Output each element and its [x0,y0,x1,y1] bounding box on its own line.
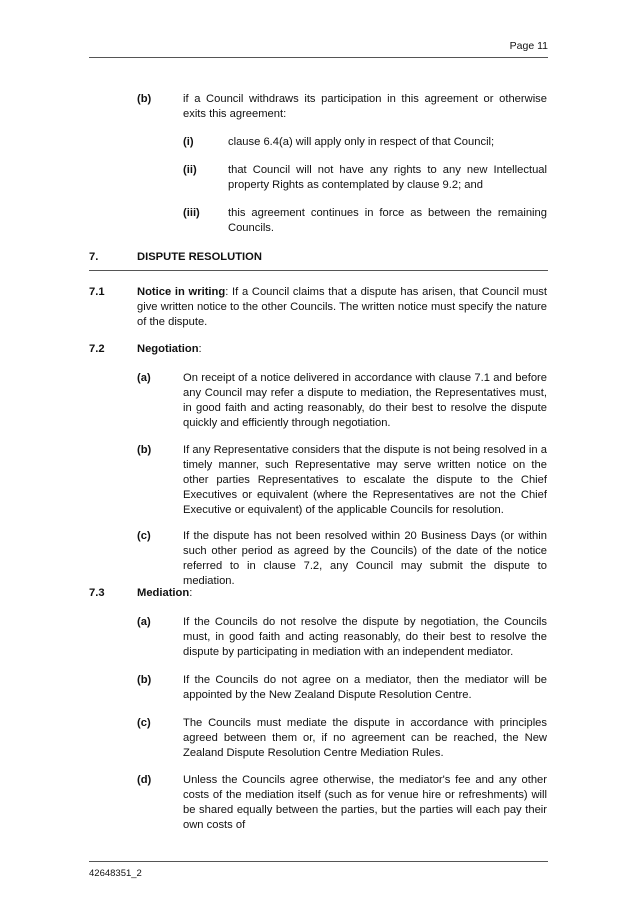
item-text: If the Councils do not agree on a mediator, then the mediator will be appointed by the New Zealand Dispute Resolution Centre. [183,674,547,701]
section-rule [89,270,548,271]
item-text: If the Councils do not resolve the dispute by negotiation, the Councils must, in good faith and acting reasonably, do their best to resolve the dispute by participating in mediation with an independent mediator. [183,616,547,658]
item-label: (d) [137,774,152,786]
clause-body: : If a Council claims that a dispute has arisen, that Council must give written notice to the other Councils. The written notice must specify the nature of the dispute. [137,286,548,328]
document-id: 42648351_2 [89,868,142,879]
clause-heading: Negotiation [137,343,199,355]
subclause-label: (ii) [183,164,197,176]
clause-number: 7.1 [89,286,105,298]
clause-label: (b) [137,93,152,105]
clause-heading: Mediation [137,587,190,599]
item-label: (a) [137,616,151,628]
clause-text: if a Council withdraws its participation in this agreement or otherwise exits this agreement: [183,93,547,120]
subclause-label: (i) [183,136,194,148]
item-label: (b) [137,444,152,456]
clause-number: 7.2 [89,343,105,355]
footer-rule [89,861,548,862]
item-label: (c) [137,717,151,729]
item-text: The Councils must mediate the dispute in accordance with principles agreed between them or, if no agreement can be reached, the New Zealand Dispute Resolution Centre Mediation Rules. [183,717,547,759]
section-title: DISPUTE RESOLUTION [137,251,262,263]
item-text: If any Representative considers that the dispute is not being resolved in a timely manner, such Representative may serve written notice on the other parties Representatives to escalate the dispute to the Chief Executives or equivalent (where the Representatives are not the Chief Executive or equivalent) of the applicable Councils for resolution. [183,444,547,516]
header-rule [89,57,548,58]
subclause-text: clause 6.4(a) will apply only in respect of that Council; [228,136,495,148]
subclause-text: that Council will not have any rights to any new Intellectual property Rights as contemplated by clause 9.2; and [228,164,547,191]
section-number: 7. [89,251,99,263]
clause-heading-line [137,342,202,357]
clause-7-1-text [137,285,547,330]
clause-heading-line [137,586,192,601]
item-label: (c) [137,530,151,542]
item-label: (b) [137,674,152,686]
subclause-text: this agreement continues in force as between the remaining Councils. [228,207,547,234]
item-text: If the dispute has not been resolved within 20 Business Days (or within such other period as agreed by the Councils) of the date of the notice referred to in clause 7.2, any Council may submit the dispute to mediation. [183,530,547,587]
page-number: Page 11 [509,40,548,52]
item-label: (a) [137,372,151,384]
item-text: On receipt of a notice delivered in accordance with clause 7.1 and before any Council may refer a dispute to mediation, the Representatives must, in good faith and acting reasonably, do their best to resolve the dispute quickly and efficiently through negotiation. [183,372,547,429]
subclause-label: (iii) [183,207,200,219]
clause-heading: Notice in writing [137,286,226,298]
clause-colon: : [189,587,193,599]
clause-colon: : [198,343,202,355]
item-text: Unless the Councils agree otherwise, the mediator's fee and any other costs of the mediation itself (such as for venue hire or refreshments) will be shared equally between the parties, but the parties will each pay their own costs of [183,774,547,831]
clause-number: 7.3 [89,587,105,599]
